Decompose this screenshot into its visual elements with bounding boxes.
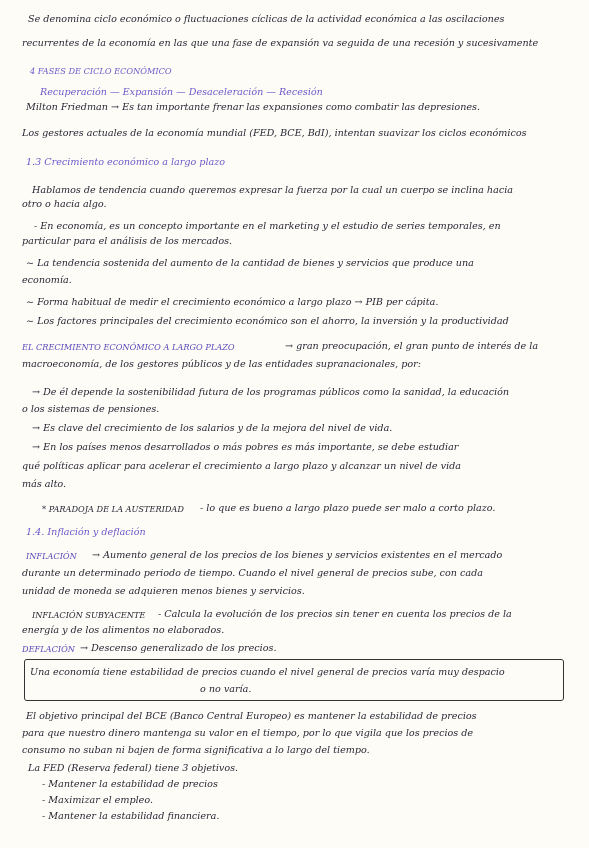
text-line: o los sistemas de pensiones.	[22, 404, 160, 415]
text-line: → Descenso generalizado de los precios.	[80, 643, 277, 654]
paradox-heading: * PARADOJA DE LA AUSTERIDAD	[42, 504, 184, 514]
text-line: Hablamos de tendencia cuando queremos expresar la fuerza por la cual un cuerpo se inclina hacia	[32, 185, 513, 196]
phases-list: Recuperación — Expansión — Desaceleración — Recesión	[40, 87, 323, 98]
text-line: - lo que es bueno a largo plazo puede ser malo a corto plazo.	[200, 503, 496, 514]
text-line: Se denomina ciclo económico o fluctuaciones cíclicas de la actividad económica a las oscilaciones	[28, 14, 505, 25]
text-line: → Aumento general de los precios de los bienes y servicios existentes en el mercado	[92, 550, 503, 561]
boxed-definition	[24, 659, 564, 701]
text-line: unidad de moneda se adquieren menos bienes y servicios.	[22, 586, 305, 597]
text-line: ~ La tendencia sostenida del aumento de la cantidad de bienes y servicios que produce una	[26, 258, 474, 269]
list-item: - Mantener la estabilidad financiera.	[42, 811, 220, 822]
section-heading: 4 FASES DE CICLO ECONÓMICO	[30, 66, 172, 76]
text-line: durante un determinado periodo de tiempo. Cuando el nivel general de precios sube, con cada	[22, 568, 483, 579]
list-item: - Maximizar el empleo.	[42, 795, 154, 806]
text-line: más alto.	[22, 479, 67, 490]
section-heading: 1.4. Inflación y deflación	[26, 527, 146, 538]
text-line: Los gestores actuales de la economía mundial (FED, BCE, BdI), intentan suavizar los ciclos económicos	[22, 128, 527, 139]
text-line: para que nuestro dinero mantenga su valor en el tiempo, por lo que vigila que los precios de	[22, 728, 474, 739]
text-line: consumo no suban ni bajen de forma significativa a lo largo del tiempo.	[22, 745, 370, 756]
text-line: → gran preocupación, el gran punto de interés de la	[285, 341, 539, 352]
text-line: particular para el análisis de los mercados.	[22, 236, 233, 247]
section-heading: 1.3 Crecimiento económico a largo plazo	[26, 157, 226, 168]
text-line: recurrentes de la economía en las que una fase de expansión va seguida de una recesión y sucesivamente	[22, 38, 539, 49]
term-heading: INFLACIÓN SUBYACENTE	[32, 610, 146, 620]
text-line: qué políticas aplicar para acelerar el crecimiento a largo plazo y alcanzar un nivel de vida	[22, 461, 462, 472]
boxed-text-line: o no varía.	[200, 684, 252, 695]
text-line: macroeconomía, de los gestores públicos y de las entidades supranacionales, por:	[22, 359, 421, 370]
highlight-heading: EL CRECIMIENTO ECONÓMICO A LARGO PLAZO	[22, 342, 235, 352]
text-line: → En los países menos desarrollados o más pobres es más importante, se debe estudiar	[32, 442, 459, 453]
text-line: economía.	[22, 275, 72, 286]
text-line: ~ Los factores principales del crecimiento económico son el ahorro, la inversión y la productividad	[26, 316, 509, 327]
text-line: El objetivo principal del BCE (Banco Central Europeo) es mantener la estabilidad de precios	[26, 711, 477, 722]
text-line: energía y de los alimentos no elaborados.	[22, 625, 225, 636]
text-line: Milton Friedman → Es tan importante frenar las expansiones como combatir las depresiones.	[26, 102, 481, 113]
text-line: - Calcula la evolución de los precios sin tener en cuenta los precios de la	[158, 609, 512, 620]
text-line: - En economía, es un concepto importante en el marketing y el estudio de series temporales, en	[34, 221, 501, 232]
text-line: ~ Forma habitual de medir el crecimiento económico a largo plazo → PIB per cápita.	[26, 297, 439, 308]
term-heading: INFLACIÓN	[26, 551, 77, 561]
text-line: → De él depende la sostenibilidad futura de los programas públicos como la sanidad, la educación	[32, 387, 510, 398]
text-line: otro o hacia algo.	[22, 199, 107, 210]
list-item: - Mantener la estabilidad de precios	[42, 779, 218, 790]
text-line: → Es clave del crecimiento de los salarios y de la mejora del nivel de vida.	[32, 423, 393, 434]
term-heading: DEFLACIÓN	[22, 644, 75, 654]
text-line: La FED (Reserva federal) tiene 3 objetivos.	[28, 763, 239, 774]
boxed-text-line: Una economía tiene estabilidad de precios cuando el nivel general de precios varía muy despacio	[30, 667, 505, 678]
